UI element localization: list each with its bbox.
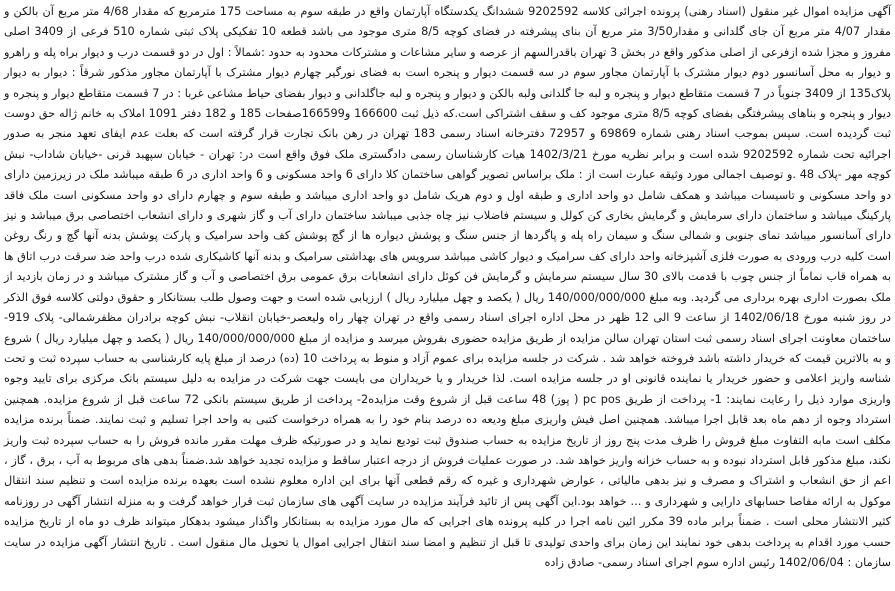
auction-notice-text: آگهی مزایده اموال غیر منقول (اسناد رهنی) پرونده اجرائی کلاسه 9202592 ششدانگ یکدستگاه آپارتمان واقع در طبقه سوم به مساحت 175 مترمربع که مقدار 4/68 متر مربع آن بالکن و مقدار 4/07 متر مربع آن جای گلدانی و مقدار3/50 متر مربع آن بنای پیشرفته در فضای کوچه 8/5 متری موجود می باشد قطعه 10 تفکیکی پلاک ثبتی شماره 510 فرعی از 3409 اصلی مفروز و مجزا شده ازفرعی از اصلی مذکور واقع در بخش 3 تهران باقدرالسهم از عرصه و سایر مشاعات و مشترکات محدود به حدود :شمالاً : اول در دو قسمت درب و دیوار براه پله و راهرو و دیوار به محل آسانسور دوم دیوار مشترک با آپارتمان مجاور سوم در سه قسمت دیوار و پنجره است به فضای نورگیر چهارم دیوار مشترک با آپارتمان مجاور مذکور شرقاً : دیوار به دیوار پلاک135 از 3409 جنوباً در 7 قسمت متقاطع دیوار و پنجره و لبه جا گلدانی ولبه بالکن و دیوار و پنجره و لبه جاگلدانی و دیوار بفضای حیاط مشاعی غربا : در 7 قسمت متقاطع دیوار و پنجره و دیوار و پنجره و بناهای پیشرفتگی بفضای کوچه 8/5 متری موجود کف و سقف اشتراکی است.که ذیل ثبت 166600 و166599صفحات 185 و 182 دفتر 1091 املاک به خانم ژاله حق دوست ثبت گردیده است. سپس بموجب اسناد رهنی شماره 69869 و 72957 دفترخانه اسناد رسمی 183 تهران در رهن بانک تجارت قرار گرفته است که بعلت عدم ایفای تعهد منجر به صدور اجرائیه تحت شماره 9202592 شده است و برابر نظریه مورخ 1402/3/21 هیات کارشناسان رسمی دادگستری ملک فوق واقع است در: تهران - خیابان سپهبد قرنی -خیابان شاداب- نبش کوچه مهر -پلاک 48 .و توصیف اجمالی مورد وثیقه عبارت است از : ملک براساس تصویر گواهی ساختمان کلا دارای 6 واحد مسکونی و 6 واحد اداری در 6 طبقه میباشد ملک در زیرزمین دارای دو واحد مسکونی و تاسیسات میباشد و همکف شامل دو واحد اداری و طبقه اول و دوم هریک شامل دو واحد اداری میباشد و طبقه سوم و چهارم دارای دو واحد مسکونی است ملک فاقد پارکینگ میباشد و ساختمان دارای سرمایش و گرمایش بخاری کن کولل و سیستم فاضلاب نیز چاه جذبی میباشد ساختمان دارای آب و گاز شهری و دارای انشعاب اختصاصی برق میباشد و نیز دارای آسانسور میباشد نمای جنوبی و شمالی سنگ و سیمان راه پله و پاگردها از جنس سنگ و پوشش دیواره ها از گچ پوشش کف واحد سرامیک و پارکت پوشش بدنه آنها گچ و رنگ روغن است کلیه درب ورودی به صورت فلزی آشپزخانه واحد دارای کف سرامیک و دیوار کاشی میباشد سرویس های بهداشتی سرامیک و بدنه آنها کاشیکاری شده درب واحد ضد سرقت درب اتاق ها به همراه قاب نماماً از جنس چوب با قدمت بالای 30 سال سیستم سرمایش و گرمایش فن کوئل دارای انشعابات برق عمومی برق اختصاصی و آب و گاز مشترک میباشد و در زمان بازدید از ملک بصورت اداری بهره برداری می گردید. وبه مبلغ 140/000/000/000 ریال ( یکصد و چهل میلیارد ریال ) ارزیابی شده است و جهت وصول طلب بستانکار و حقوق دولتی کلاسه فوق الذکر در روز شنبه مورخ 1402/06/18 از ساعت 9 الی 12 ظهر در محل اداره اجرای اسناد رسمی واقع در تهران چهار راه ولیعصر-خیابان انقلاب- نبش کوچه برادران مظفرشمالی- پلاک 919-ساختمان معاونت اجرای اسناد رسمی ثبت استان تهران سالن مزایده از طریق مزایده حضوری بفروش میرسد و مزایده از مبلغ 140/000/000/000 ریال ( یکصد و چهل میلیارد ریال ) شروع و به بالاترین قیمت که خریدار داشته باشد فروخته خواهد شد . شرکت در جلسه مزایده برای عموم آزاد و منوط به پرداخت 10 (ده) درصد از مبلغ پایه کارشناسی به حساب سپرده ثبت و تحت شناسه واریز اعلامی و حضور خریدار یا نماینده قانونی او در جلسه مزایده است. لذا خریدار و یا خریداران می بایست جهت شرکت در مزایده به دلیل سیستم بانک مرکزی برای تایید وجوه واریزی موارد ذیل را رعایت نمایند: 1- پرداخت از طریق pc pos ( پوز) 48 ساعت قبل از شروع وقت مزایده2- پرداخت از طریق سیستم بانکی 72 ساعت قبل از شروع مزایده. همچنین استرداد وجوه از دهم ماه بعد قابل اجرا میباشد. همچنین اصل فیش واریزی مبلغ ودیعه ده درصد بنام خود را به همراه درخواست کتبی به واحد اجرا تسلیم و ثبت نمایند. ضمناً برنده مزایده مکلف است مابه التفاوت مبلغ فروش را ظرف مدت پنج روز از تاریخ مزایده به حساب صندوق ثبت تودیع نماید و در صورتیکه ظرف مهلت مقرر مانده فروش را به حساب سپرده ثبت واریز نکند، مبلغ مذکور قابل استرداد نبوده و به حساب خزانه واریز خواهد شد. در صورت عملیات فروش از درجه اعتبار ساقط و مزایده تجدید خواهد شد.ضمناً بدهی های مربوط به آب ، برق ، گاز ، اعم از حق انشعاب و اشتراک و مصرف و نیز بدهی مالیاتی ، عوارض شهرداری و غیره که رقم قطعی آنها برای این اداره معلوم نشده است بعهده برنده مزایده است و تنظیم سند انتقال موکول به ارائه مفاصا حسابهای دارایی و شهرداری و ... خواهد بود.این آگهی پس از تائید فرآیند مزایده در سایت آگهی های سازمان ثبت قرار خواهد گرفت و به منزله انتشار آگهی در روزنامه کثیر الانتشار محلی است . ضمناً برابر ماده 39 مکرر ائین نامه اجرا در کلیه پرونده های اجرایی که مال مورد مزایده به بستانکار واگذار میشود بدهکار میتواند ظرف دو ماه از تاریخ مزایده حسب مورد اقدام به پرداخت بدهی خود نمایند این زمان برای واحدی تولیدی تا قبل از تنظیم و امضا سند انتقال اجرایی اموال یا تحویل مال منقول است . تاریخ انتشار آگهی مزایده در سایت سازمان : 1402/06/04 رئیس اداره سوم اجرای اسناد رسمی- صادق زاده <box>4 5 892 569</box>
